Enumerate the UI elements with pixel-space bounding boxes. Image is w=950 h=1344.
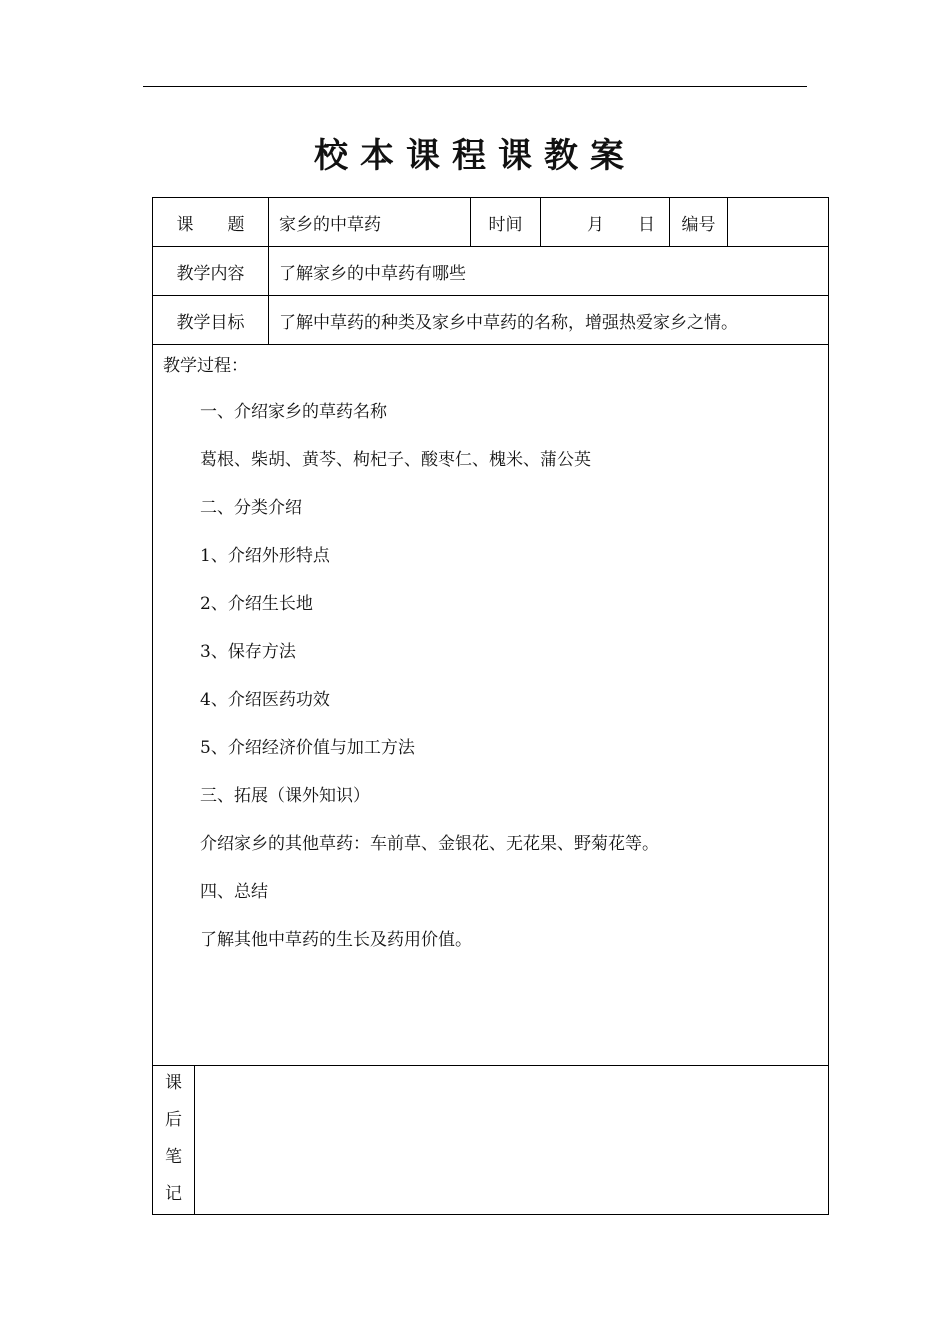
notes-label-char: 记 bbox=[165, 1184, 182, 1204]
notes-label-char: 后 bbox=[165, 1110, 182, 1130]
time-label: 时间 bbox=[471, 198, 541, 247]
topic-row bbox=[153, 198, 829, 247]
process-line: 了解其他中草药的生长及药用价值。 bbox=[200, 930, 472, 950]
lesson-plan-table bbox=[152, 197, 829, 1215]
process-line: 三、拓展（课外知识） bbox=[200, 786, 370, 806]
goal-row bbox=[153, 296, 829, 345]
notes-value bbox=[195, 1066, 829, 1215]
notes-label bbox=[153, 1066, 195, 1215]
notes-row bbox=[153, 1066, 829, 1215]
date-field: 月 日 bbox=[541, 198, 670, 247]
header-rule bbox=[143, 86, 807, 87]
page-title: 校本课程课教案 bbox=[314, 136, 636, 176]
process-row bbox=[153, 345, 829, 1066]
content-label: 教学内容 bbox=[153, 247, 269, 296]
process-line: 介绍家乡的其他草药：车前草、金银花、无花果、野菊花等。 bbox=[200, 834, 659, 854]
process-line: 1、介绍外形特点 bbox=[200, 546, 330, 566]
process-list bbox=[200, 388, 828, 964]
process-label: 教学过程： bbox=[163, 356, 248, 376]
notes-label-char: 笔 bbox=[165, 1147, 182, 1167]
number-value bbox=[728, 198, 829, 247]
number-label: 编号 bbox=[670, 198, 728, 247]
process-cell bbox=[153, 345, 829, 1066]
process-line: 5、介绍经济价值与加工方法 bbox=[200, 738, 415, 758]
process-line: 二、分类介绍 bbox=[200, 498, 302, 518]
topic-label: 课 题 bbox=[153, 198, 269, 247]
process-line: 四、总结 bbox=[200, 882, 268, 902]
notes-label-char: 课 bbox=[165, 1073, 182, 1093]
goal-value: 了解中草药的种类及家乡中草药的名称，增强热爱家乡之情。 bbox=[269, 296, 829, 345]
process-line: 3、保存方法 bbox=[200, 642, 296, 662]
topic-value: 家乡的中草药 bbox=[269, 198, 471, 247]
process-line: 2、介绍生长地 bbox=[200, 594, 313, 614]
content-row bbox=[153, 247, 829, 296]
content-value: 了解家乡的中草药有哪些 bbox=[269, 247, 829, 296]
goal-label: 教学目标 bbox=[153, 296, 269, 345]
process-line: 葛根、柴胡、黄芩、枸杞子、酸枣仁、槐米、蒲公英 bbox=[200, 450, 591, 470]
process-line: 4、介绍医药功效 bbox=[200, 690, 330, 710]
process-line: 一、介绍家乡的草药名称 bbox=[200, 402, 387, 422]
